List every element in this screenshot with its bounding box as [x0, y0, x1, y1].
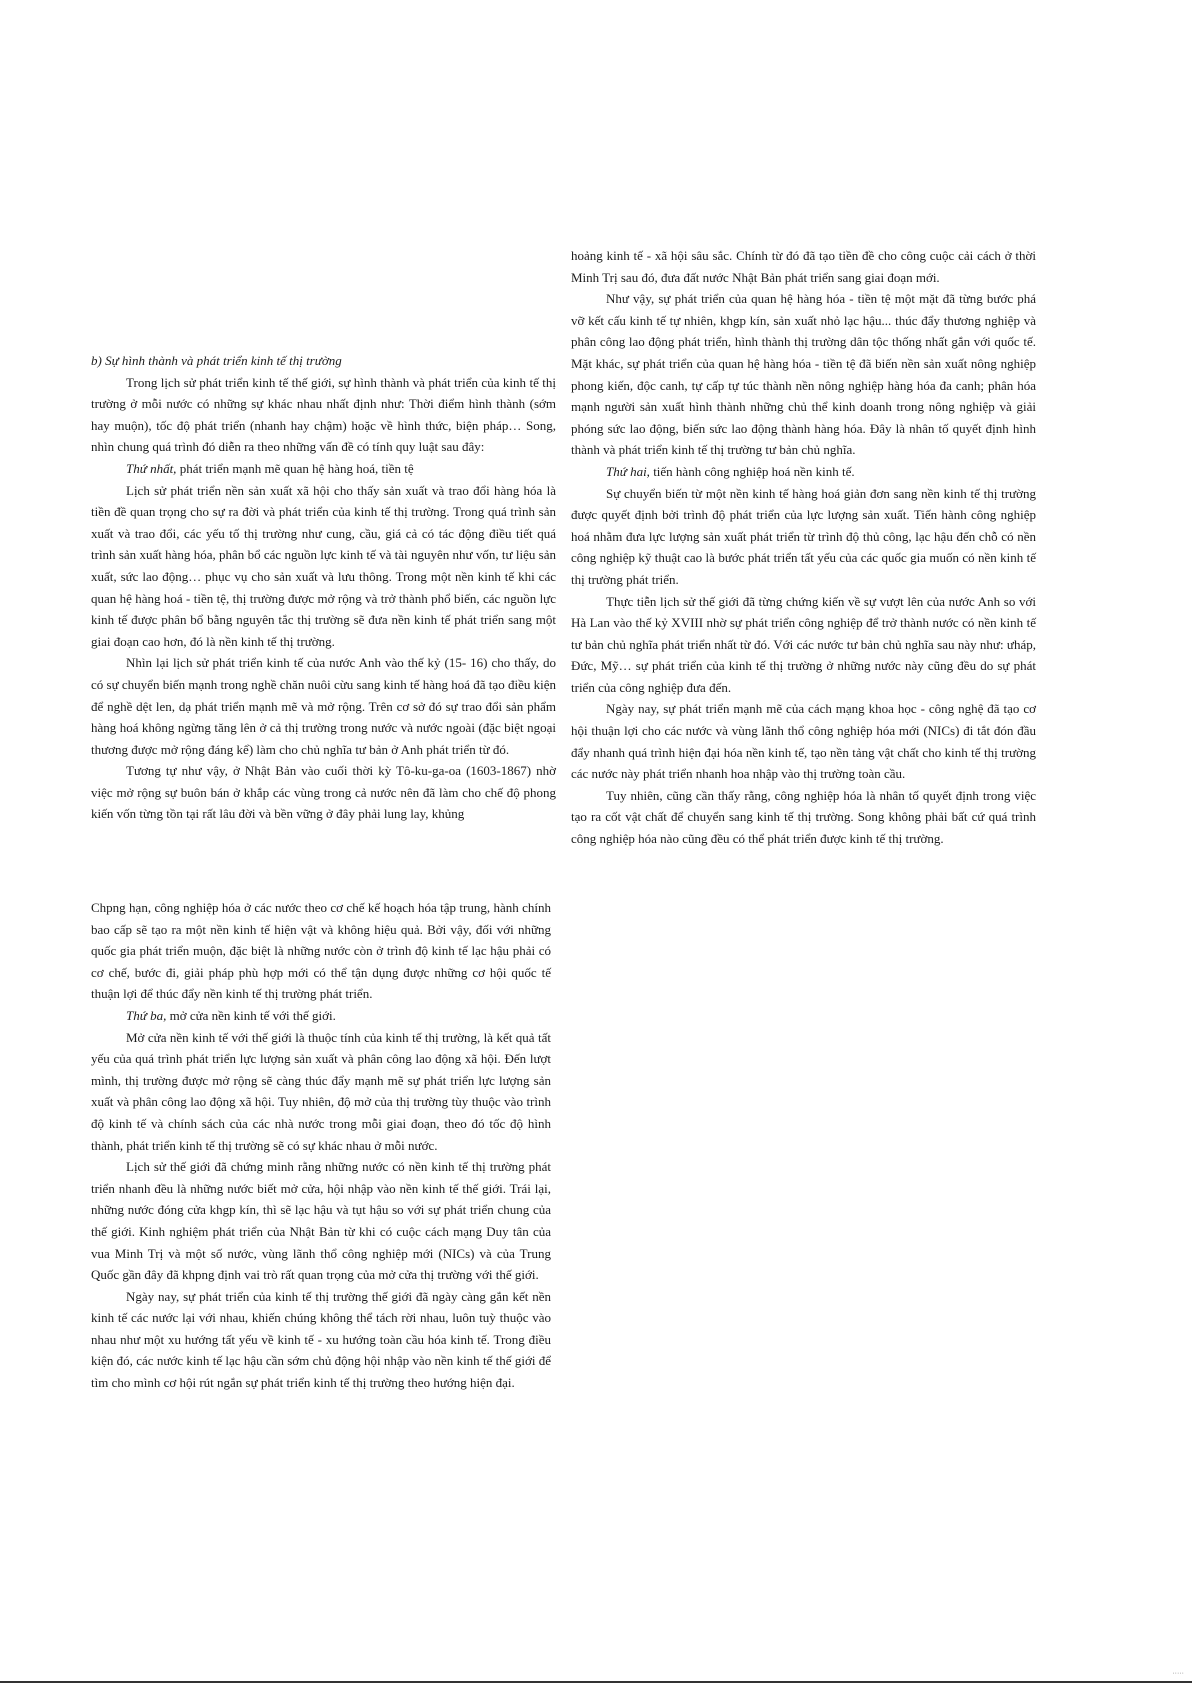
paragraph: Lịch sử thế giới đã chứng minh rằng những nước có nền kinh tế thị trường phát triển nhanh đều là những nước biết mở cửa, hội nhập vào nền kinh tế thế giới. Trái lại, những nước đóng cửa khgp kín, thì sẽ lạc hậu và tụt hậu so với sự phát triển chung của thế giới. Kinh nghiệm phát triển của Nhật Bản từ khi có cuộc cách mạng Duy tân của vua Minh Trị và một số nước, vùng lãnh thổ công nghiệp mới (NICs) và của Trung Quốc gần đây đã khpng định vai trò rất quan trọng của mở cửa thị trường với thế giới. [91, 1159, 551, 1283]
paragraph: Lịch sử phát triển nền sản xuất xã hội cho thấy sản xuất và trao đổi hàng hóa là tiền đề quan trọng cho sự ra đời và phát triển của kinh tế thị trường. Trong quá trình sản xuất và trao đổi, các yếu tố thị trường như cung, cầu, giá cả có tác động điều tiết quá trình sản xuất hàng hóa, phân bổ các nguồn lực kinh tế và tài nguyên như vốn, tư liệu sản xuất, sức lao động… phục vụ cho sản xuất và lưu thông. Trong một nền kinh tế khi các quan hệ hàng hoá - tiền tệ, thị trường được mở rộng và trở thành phổ biến, các nguồn lực kinh tế được phân bổ bằng nguyên tắc thị trường sẽ đưa nền kinh tế phát triển sang một giai đoạn cao hơn, đó là nền kinh tế thị trường. [91, 482, 556, 649]
paragraph: Chpng hạn, công nghiệp hóa ở các nước theo cơ chế kế hoạch hóa tập trung, hành chính bao cấp sẽ tạo ra một nền kinh tế hiện vật và không hiệu quả. Bởi vậy, đối với những quốc gia phát triển muộn, đặc biệt là những nước còn ở trình độ kinh tế lạc hậu phải có cơ chế, bước đi, giải pháp phù hợp mới có thể tận dụng được những cơ hội quốc tế thuận lợi để thúc đẩy nền kinh tế thị trường phát triển. [91, 900, 551, 1002]
paragraph: Như vậy, sự phát triển của quan hệ hàng hóa - tiền tệ một mặt đã từng bước phá vỡ kết cấu kinh tế tự nhiên, khgp kín, sản xuất nhỏ lạc hậu... thúc đẩy thương nghiệp và phân công lao động phát triển, hình thành thị trường dân tộc thống nhất gắn với quốc tế. Mặt khác, sự phát triển của quan hệ hàng hóa - tiền tệ đã biến nền sản xuất nông nghiệp phong kiến, độc canh, tự cấp tự túc thành nền nông nghiệp hàng hóa đa canh; phân hóa mạnh người sản xuất hình thành những chủ thể kinh doanh trong nông nghiệp và giải phóng sức lao động, biến sức lao động thành hàng hóa. Đây là nhân tố quyết định hình thành và phát triển kinh tế thị trường tư bản chủ nghĩa. [571, 291, 1036, 458]
paragraph: Tương tự như vậy, ở Nhật Bản vào cuối thời kỳ Tô-ku-ga-oa (1603-1867) nhờ việc mở rộng sự buôn bán ở khắp các vùng trong cả nước nên đã làm cho chế độ phong kiến vốn từng tồn tại rất lâu đời và bền vững ở đây phải lung lay, khủng [91, 763, 556, 822]
paragraph: hoảng kinh tế - xã hội sâu sắc. Chính từ đó đã tạo tiền đề cho công cuộc cải cách ở thời Minh Trị sau đó, đưa đất nước Nhật Bản phát triển sang giai đoạn mới. [571, 248, 1036, 285]
paragraph: Sự chuyển biến từ một nền kinh tế hàng hoá giản đơn sang nền kinh tế thị trường được quyết định bởi trình độ phát triển của lực lượng sản xuất. Tiến hành công nghiệp hoá nhằm đưa lực lượng sản xuất phát triển từ trình độ thủ công, lạc hậu đến chỗ có nền công nghiệp kỹ thuật cao là bước phát triển tất yếu của các quốc gia muốn có nền kinh tế thị trường phát triển. [571, 485, 1036, 587]
paragraph: Thực tiễn lịch sử thế giới đã từng chứng kiến về sự vượt lên của nước Anh so với Hà Lan vào thế kỷ XVIII nhờ sự phát triển công nghiệp để trở thành nước có nền kinh tế tư bản chủ nghĩa phát triển nhất từ đó. Với các nước tư bản chủ nghĩa sau này như: ưháp, Đức, Mỹ… sự phát triển của kinh tế thị trường ở những nước này cũng đều do sự phát triển của công nghiệp đưa đến. [571, 593, 1036, 695]
section-heading: b) Sự hình thành và phát triển kinh tế thị trường [91, 353, 342, 368]
paragraph: Ngày nay, sự phát triển mạnh mẽ của cách mạng khoa học - công nghệ đã tạo cơ hội thuận lợi cho các nước và vùng lãnh thổ công nghiệp hóa mới (NICs) đi tắt đón đầu đẩy nhanh quá trình hiện đại hóa nền kinh tế, tạo nền tảng vật chất cho kinh tế thị trường các nước này phát triển nhanh hoa nhập vào thị trường toàn cầu. [571, 701, 1036, 782]
point-heading-third [91, 1005, 551, 1027]
point-text: mở cửa nền kinh tế với thế giới. [166, 1007, 336, 1023]
point-heading-second [571, 461, 1036, 483]
paragraph: Mở cửa nền kinh tế với thế giới là thuộc tính của kinh tế thị trường, là kết quả tất yếu của quá trình phát triển lực lượng sản xuất và phân công lao động xã hội. Đến lượt mình, thị trường được mở rộng sẽ càng thúc đẩy mạnh mẽ sự phát triển lực lượng sản xuất và phân công lao động xã hội. Tuy nhiên, độ mở của thị trường tùy thuộc vào trình độ kinh tế và chính sách của các nhà nước trong mỗi giai đoạn, theo đó tốc độ hình thành, phát triển kinh tế thị trường sẽ có sự khác nhau ở mỗi nước. [91, 1029, 551, 1153]
point-heading-first [91, 458, 556, 480]
paragraph: Tuy nhiên, cũng cần thấy rằng, công nghiệp hóa là nhân tố quyết định trong việc tạo ra cốt vật chất để chuyển sang kinh tế thị trường. Song không phải bất cứ quá trình công nghiệp hóa nào cũng đều có thể phát triển được kinh tế thị trường. [571, 787, 1036, 847]
left-column-top [91, 350, 556, 825]
paragraph: Ngày nay, sự phát triển của kinh tế thị trường thế giới đã ngày càng gắn kết nền kinh tế các nước lại với nhau, khiến chúng không thể tách rời nhau, luôn tuỳ thuộc vào nhau như một xu hướng tất yếu về kinh tế - xu hướng toàn cầu hóa kinh tế. Trong điều kiện đó, các nước kinh tế lạc hậu cần sớm chủ động hội nhập vào nền kinh tế thế giới để tìm cho mình cơ hội rút ngắn sự phát triển kinh tế thị trường theo hướng hiện đại. [91, 1288, 551, 1391]
right-column [571, 245, 1036, 850]
point-lead: Thứ hai, [606, 463, 650, 479]
paragraph: Trong lịch sử phát triển kinh tế thế giới, sự hình thành và phát triển của kinh tế thị trường ở mỗi nước có những sự khác nhau nhất định như: Thời điểm hình thành (sớm hay muộn), tốc độ phát triển (nhanh hay chậm) hoặc về hình thức, biện pháp… Song, nhìn chung quá trình đó diễn ra theo những vấn đề có tính quy luật sau đây: [91, 374, 556, 455]
left-column-bottom [91, 897, 551, 1394]
point-text: tiến hành công nghiệp hoá nền kinh tế. [649, 463, 855, 479]
point-lead: Thứ nhất, [126, 460, 177, 476]
footer-rule [0, 1681, 1192, 1683]
footer-mark: ····· [1172, 1670, 1184, 1677]
paragraph: Nhìn lại lịch sử phát triển kinh tế của nước Anh vào thế kỷ (15- 16) cho thấy, do có sự chuyển biến mạnh trong nghề chăn nuôi cừu sang kinh tế hàng hoá đã tạo điều kiện để nghề dệt len, dạ phát triển mạnh mẽ và mở rộng. Trên cơ sở đó sự trao đổi sản phẩm hàng hoá không ngừng tăng lên ở cả thị trường trong nước và nước ngoài (đặc biệt ngoại thương được mở rộng đáng kể) làm cho chủ nghĩa tư bản ở Anh phát triển từ đó. [91, 655, 556, 757]
point-lead: Thứ ba, [126, 1007, 167, 1023]
point-text: phát triển mạnh mẽ quan hệ hàng hoá, tiền tệ [176, 460, 414, 476]
